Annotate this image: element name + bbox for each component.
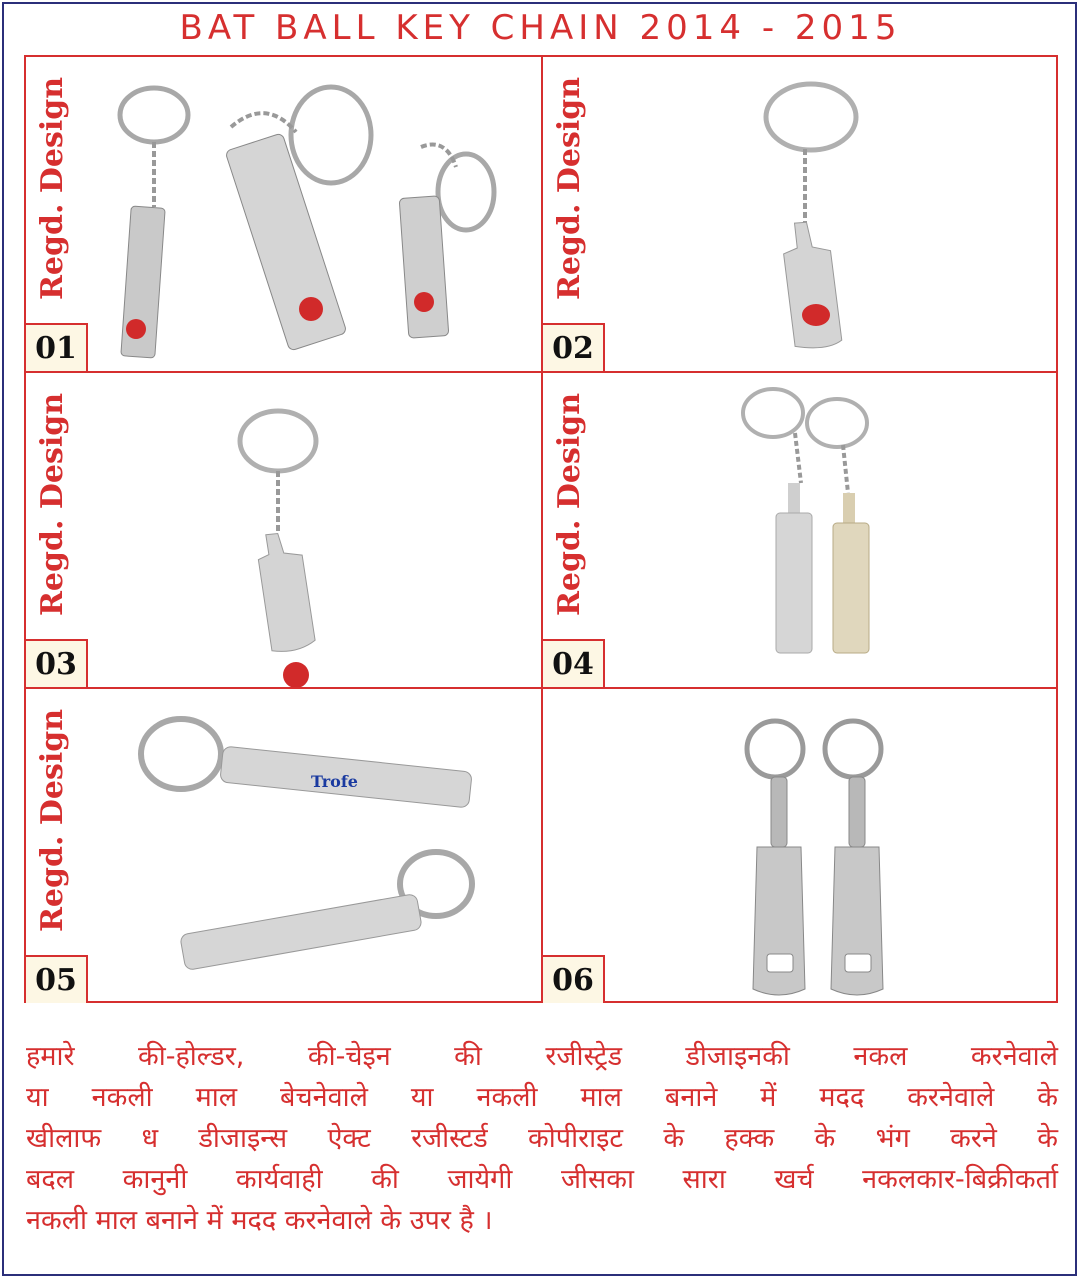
- legal-notice: [26, 1036, 1058, 1241]
- page-title: BAT BALL KEY CHAIN 2014 - 2015: [179, 8, 902, 48]
- item-number-01: 01: [26, 323, 88, 371]
- regd-design-label: Regd. Design: [552, 392, 588, 616]
- item-number-06: 06: [543, 955, 605, 1003]
- product-image-06: [543, 689, 1058, 1003]
- product-cell-01: [26, 57, 541, 371]
- product-image-01: [26, 57, 541, 371]
- regd-design-label: Regd. Design: [35, 708, 71, 932]
- regd-design-label: Regd. Design: [35, 392, 71, 616]
- engraving-text: Trofe: [311, 772, 358, 791]
- product-cell-02: [543, 57, 1058, 371]
- item-number-04: 04: [543, 639, 605, 687]
- notice-line: खीलाफ ध डीजाइन्स ऐक्ट रजीस्टर्ड कोपीराइट के हक्क के भंग करने के: [26, 1123, 1058, 1154]
- notice-line: हमारे की-होल्डर, की-चेइन की रजीस्ट्रेड डीजाइनकी नकल करनेवाले: [26, 1041, 1058, 1072]
- product-cell-04: [543, 373, 1058, 687]
- notice-line: नकली माल बनाने में मदद करनेवाले के उपर है ।: [26, 1205, 493, 1236]
- product-cell-05: [26, 689, 541, 1003]
- product-image-03: [26, 373, 541, 687]
- product-image-05: [26, 689, 541, 1003]
- item-number-02: 02: [543, 323, 605, 371]
- product-image-04: [543, 373, 1058, 687]
- item-number-05: 05: [26, 955, 88, 1003]
- regd-design-label: Regd. Design: [552, 76, 588, 300]
- item-number-03: 03: [26, 639, 88, 687]
- product-grid: [24, 55, 1058, 1003]
- product-image-02: [543, 57, 1058, 371]
- regd-design-label: Regd. Design: [35, 76, 71, 300]
- product-cell-06: [543, 689, 1058, 1003]
- product-cell-03: [26, 373, 541, 687]
- notice-line: या नकली माल बेचनेवाले या नकली माल बनाने में मदद करनेवाले के: [26, 1082, 1058, 1113]
- notice-line: बदल कानुनी कार्यवाही की जायेगी जीसका सारा खर्च नकलकार-बिक्रीकर्ता: [26, 1164, 1058, 1195]
